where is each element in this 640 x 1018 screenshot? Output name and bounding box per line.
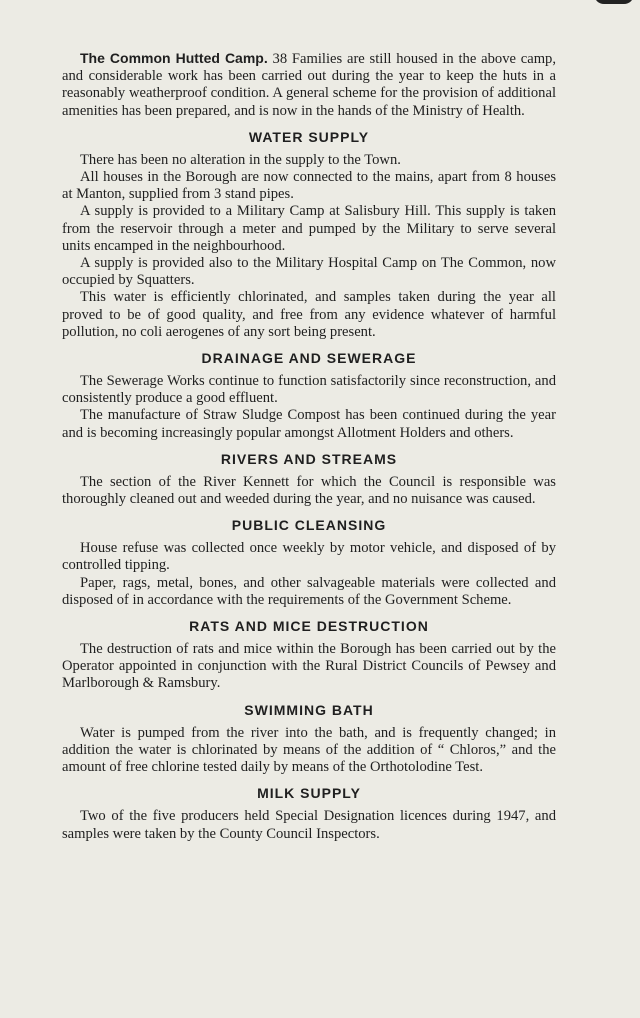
intro-lead: The Common Hutted Camp. (80, 50, 268, 66)
paragraph: The section of the River Kennett for which the Council is responsible was thoroughly cleaned out and weeded during the year, and no nuisance was caused. (62, 473, 556, 508)
section-rivers-streams (62, 451, 556, 508)
section-heading: RATS AND MICE DESTRUCTION (189, 618, 429, 635)
paragraph: There has been no alteration in the supply to the Town. (80, 151, 401, 168)
paragraph: The Sewerage Works continue to function satisfactorily since reconstruction, and consistently produce a good effluent. (62, 373, 556, 407)
paragraph: House refuse was collected once weekly by motor vehicle, and disposed of by controlled tipping. (62, 540, 556, 574)
paragraph: A supply is provided also to the Military Hospital Camp on The Common, now occupied by Squatters. (62, 255, 556, 289)
intro-paragraph (62, 50, 556, 120)
paragraph: The manufacture of Straw Sludge Compost has been continued during the year and is becoming increasingly popular amongst Allotment Holders and others. (62, 407, 556, 441)
paragraph: A supply is provided to a Military Camp at Salisbury Hill. This supply is taken from the reservoir through a meter and pumped by the Military to serve several units encamped in the neighbourhood. (62, 203, 556, 254)
section-swimming-bath (62, 702, 556, 777)
intro-text: 38 Families are still housed in the above camp, and considerable work has been carried out during the year to keep the huts in a reasonably weatherproof condition. A general scheme for the provision of additional amenities has been prepared, and is now in the hands of the Ministry of Health. (62, 51, 556, 119)
corner-scan-mark (594, 0, 634, 4)
paragraph: All houses in the Borough are now connected to the mains, apart from 8 houses at Manton, supplied from 3 stand pipes. (62, 169, 556, 203)
section-milk-supply (62, 785, 556, 842)
section-rats-mice (62, 618, 556, 693)
paragraph: This water is efficiently chlorinated, and samples taken during the year all proved to be of good quality, and free from any evidence whatever of harmful pollution, no coli aerogenes of any sort being present. (62, 289, 556, 340)
paragraph: The destruction of rats and mice within the Borough has been carried out by the Operator appointed in conjunction with the Rural District Councils of Pewsey and Marlborough & Ramsbury. (62, 641, 556, 692)
section-heading: SWIMMING BATH (244, 701, 374, 718)
section-water-supply (62, 129, 556, 341)
section-drainage-sewerage (62, 350, 556, 442)
paragraph: Two of the five producers held Special Designation licences during 1947, and samples were taken by the County Council Inspectors. (62, 808, 556, 842)
section-heading: MILK SUPPLY (257, 785, 361, 802)
section-heading: PUBLIC CLEANSING (231, 517, 387, 534)
document-page (62, 50, 556, 843)
paragraph: Water is pumped from the river into the bath, and is frequently changed; in addition the water is chlorinated by means of the addition of “ Chloros,” and the amount of free chlorine tested daily by means of the Orthotolodine Test. (62, 724, 556, 776)
section-heading: DRAINAGE AND SEWERAGE (201, 350, 417, 367)
paragraph: Paper, rags, metal, bones, and other salvageable materials were collected and disposed of in accordance with the requirements of the Government Scheme. (62, 574, 556, 608)
section-heading: WATER SUPPLY (248, 128, 370, 145)
section-public-cleansing (62, 517, 556, 609)
section-heading: RIVERS AND STREAMS (220, 450, 398, 467)
